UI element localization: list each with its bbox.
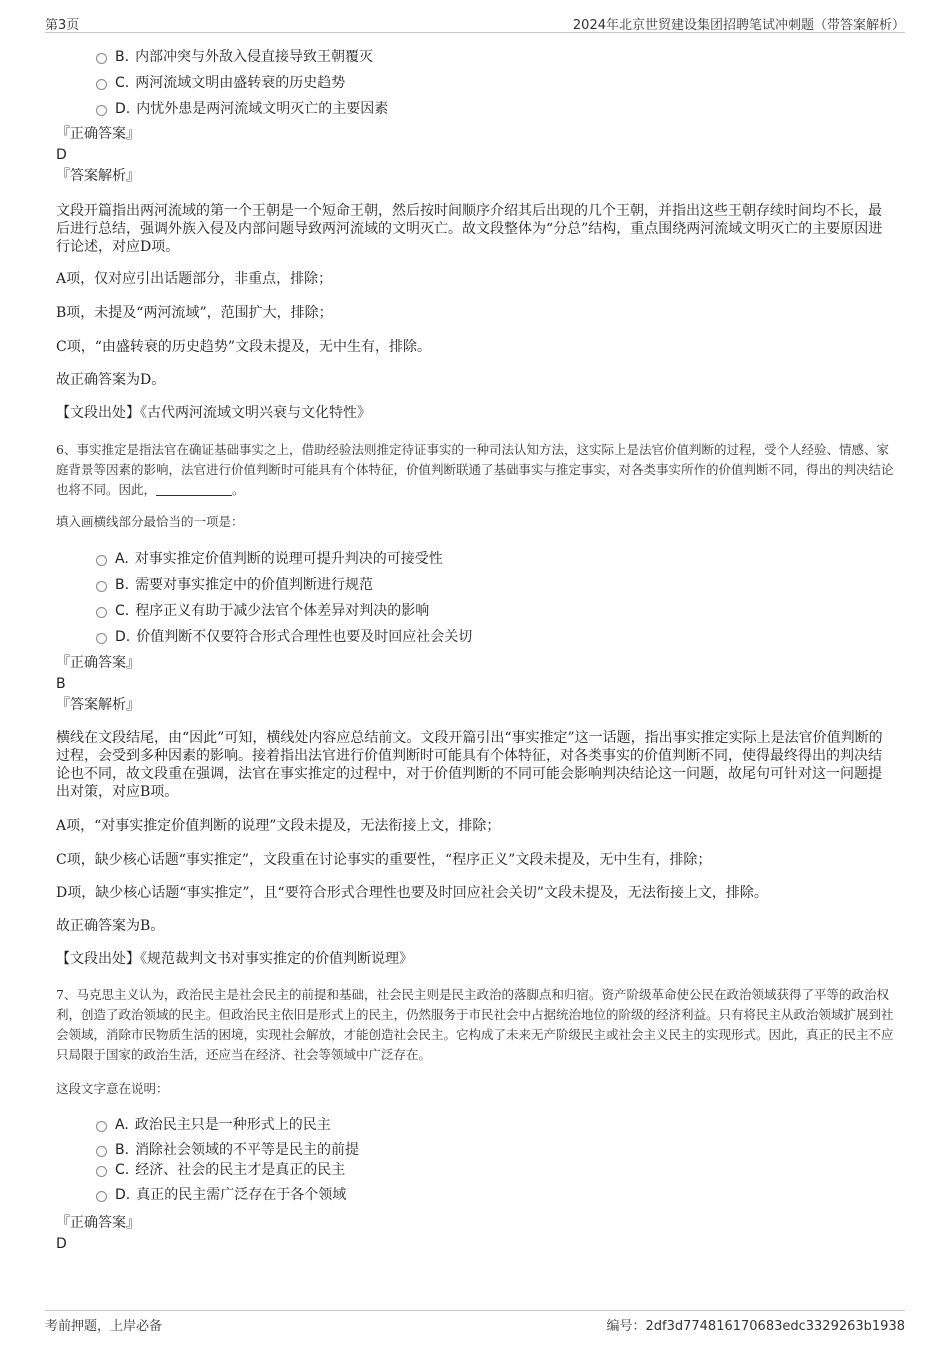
q5-answer: D (56, 147, 67, 163)
radio-icon[interactable] (96, 1166, 107, 1177)
q5-option-d[interactable]: D. 内忧外患是两河流域文明灭亡的主要因素 (96, 99, 388, 119)
q7-answer: D (56, 1236, 67, 1252)
q5-analysis: 文段开篇指出两河流域的第一个王朝是一个短命王朝，然后按时间顺序介绍其后出现的几个王朝，并指出这些王朝存续时间均不长，最后进行总结，强调外族入侵及内部问题导致两河流域的文明灭亡。故文段整体为“分总”结构，重点围绕两河流域文明灭亡的主要原因进行论述，对应D项。 (56, 203, 883, 255)
q5-conclusion: 故正确答案为D。 (56, 372, 166, 388)
q6-option-a[interactable]: A. 对事实推定价值判断的说理可提升判决的可接受性 (96, 549, 443, 569)
q5-analysis-label: 『答案解析』 (56, 168, 140, 184)
q6-analysis: 横线在文段结尾，由“因此”可知，横线处内容应总结前文。文段开篇引出“事实推定”这一话题，指出事实推定实际上是法官价值判断的过程，会受到多种因素的影响。接着指出法官进行价值判断时可能具有个体特征，对各类事实的价值判断不同，使得最终得出的判决结论也不同，故文段重在强调，法官在事实推定的过程中，对于价值判断的不同可能会影响判决结论这一问题，故尾句可针对这一问题提出对策，对应B项。 (56, 730, 883, 800)
q6-answer: B (56, 676, 66, 692)
q5-source: 【文段出处】《古代两河流域文明兴衰与文化特性》 (56, 405, 371, 421)
radio-icon[interactable] (96, 79, 107, 90)
q7-option-c[interactable]: C. 经济、社会的民主才是真正的民主 (96, 1160, 345, 1180)
q6-note-d: D项，缺少核心话题“事实推定”，且“要符合形式合理性也要及时回应社会关切”文段未提及，无法衔接上文，排除。 (56, 885, 768, 901)
q7-option-d[interactable]: D. 真正的民主需广泛存在于各个领域 (96, 1185, 346, 1205)
radio-icon[interactable] (96, 1121, 107, 1132)
q7-answer-label: 『正确答案』 (56, 1215, 140, 1231)
q6-analysis-label: 『答案解析』 (56, 697, 140, 713)
q7-option-b[interactable]: B. 消除社会领域的不平等是民主的前提 (96, 1140, 359, 1160)
q6-option-d[interactable]: D. 价值判断不仅要符合形式合理性也要及时回应社会关切 (96, 627, 472, 647)
q7-stem: 7、马克思主义认为，政治民主是社会民主的前提和基础，社会民主则是民主政治的落脚点和归宿。资产阶级革命使公民在政治领域获得了平等的政治权利，创造了政治领域的民主。但政治民主依旧是形式上的民主，仍然服务于市民社会中占据统治地位的阶级的经济利益。只有将民主从政治领域扩展到社会领域，消除市民物质生活的困境，实现社会解放，才能创造社会民主。它构成了未来无产阶级民主或社会主义民主的实现形式。因此，真正的民主不应只局限于国家的政治生活，还应当在经济、社会等领域中广泛存在。 (56, 987, 894, 1062)
q5-option-c[interactable]: C. 两河流域文明由盛转衰的历史趋势 (96, 73, 345, 93)
radio-icon[interactable] (96, 53, 107, 64)
document-code: 编号：2df3d774816170683edc3329263b1938 (606, 1319, 905, 1334)
q6-conclusion: 故正确答案为B。 (56, 918, 165, 934)
q5-note-b: B项，未提及“两河流域”，范围扩大，排除； (56, 305, 333, 321)
document-title: 2024年北京世贸建设集团招聘笔试冲刺题（带答案解析） (572, 18, 905, 33)
radio-icon[interactable] (96, 633, 107, 644)
q7-prompt: 这段文字意在说明： (56, 1081, 169, 1096)
fill-blank (156, 482, 232, 496)
radio-icon[interactable] (96, 607, 107, 618)
q5-answer-label: 『正确答案』 (56, 126, 140, 142)
q6-prompt: 填入画横线部分最恰当的一项是： (56, 514, 244, 529)
radio-icon[interactable] (96, 1146, 107, 1157)
q6-option-c[interactable]: C. 程序正义有助于减少法官个体差异对判决的影响 (96, 601, 429, 621)
q6-note-c: C项，缺少核心话题“事实推定”，文段重在讨论事实的重要性，“程序正义”文段未提及，无中生有，排除； (56, 852, 712, 868)
q7-option-a[interactable]: A. 政治民主只是一种形式上的民主 (96, 1115, 331, 1135)
page-number: 第3页 (45, 18, 80, 33)
q6-note-a: A项，“对事实推定价值判断的说理”文段未提及，无法衔接上文，排除； (56, 818, 501, 834)
radio-icon[interactable] (96, 1191, 107, 1202)
radio-icon[interactable] (96, 105, 107, 116)
q6-answer-label: 『正确答案』 (56, 655, 140, 671)
page-footer (45, 1310, 905, 1333)
page-header (45, 12, 905, 33)
radio-icon[interactable] (96, 555, 107, 566)
q6-option-b[interactable]: B. 需要对事实推定中的价值判断进行规范 (96, 575, 373, 595)
q6-source: 【文段出处】《规范裁判文书对事实推定的价值判断说理》 (56, 951, 413, 967)
radio-icon[interactable] (96, 581, 107, 592)
q6-stem: 6、事实推定是指法官在确证基础事实之上，借助经验法则推定待证事实的一种司法认知方法，这实际上是法官价值判断的过程，受个人经验、情感、家庭背景等因素的影响，法官进行价值判断时可能具有个体特征，价值判断联通了基础事实与推定事实，对各类事实所作的价值判断不同，得出的判决结论也将不同。因此， 。 (56, 442, 894, 497)
q5-option-b[interactable]: B. 内部冲突与外敌入侵直接导致王朝覆灭 (96, 47, 373, 67)
q5-note-c: C项，“由盛转衰的历史趋势”文段未提及，无中生有，排除。 (56, 339, 432, 355)
q5-note-a: A项，仅对应引出话题部分，非重点，排除； (56, 271, 333, 287)
footer-slogan: 考前押题，上岸必备 (45, 1319, 163, 1334)
